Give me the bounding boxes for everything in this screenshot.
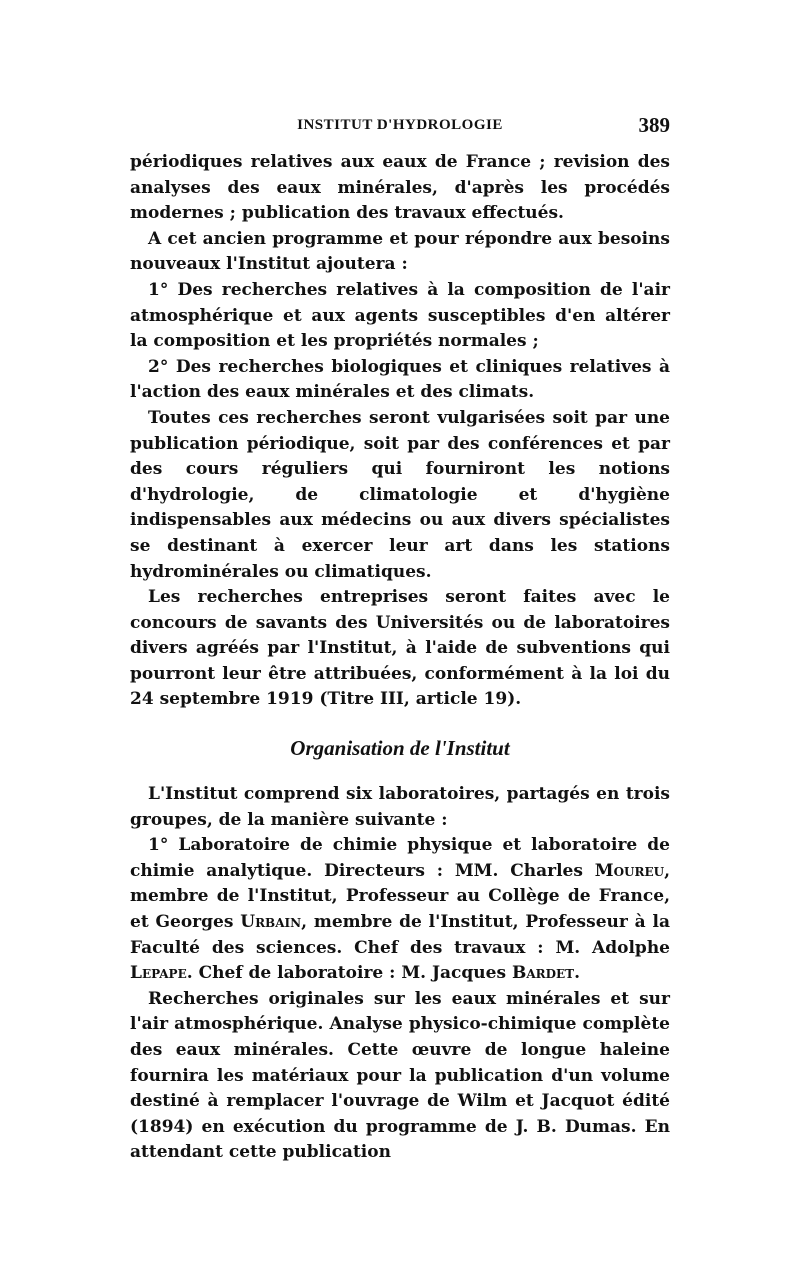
paragraph-item-2: 2° Des recherches biologiques et cliniques relatives à l'action des eaux minérales et des climats.	[130, 356, 670, 403]
page-number: 389	[638, 113, 670, 137]
paragraph: L'Institut comprend six laboratoires, partagés en trois groupes, de la manière suivante :	[130, 784, 670, 830]
person-name: Urbain	[240, 912, 302, 933]
text-run: , membre de l'Institut, Professeur au Collège de France, et Georges	[130, 860, 670, 933]
paragraph-item-1: 1° Des recherches relatives à la composition de l'air atmosphérique et aux agents susceptibles d'en altérer la composition et les propriétés normales ;	[130, 279, 670, 352]
text-run: . Chef de laboratoire : M. Jacques	[186, 963, 507, 984]
running-title: INSTITUT D'HYDROLOGIE	[297, 117, 503, 133]
body-text	[130, 150, 670, 1166]
person-name: Moureu	[594, 860, 665, 881]
section-heading: Organisation de l'Institut	[290, 736, 510, 761]
paragraph: Toutes ces recherches seront vulgarisées soit par une publication périodique, soit par des conférences et par des cours réguliers qui fourniront les notions d'hydrologie, de climatologie et d'hygiène indispensables aux médecins ou aux divers spécialistes se destinant à exercer leur art dans les stations hydrominérales ou climatiques.	[130, 407, 670, 582]
person-name: Bardet	[511, 963, 575, 984]
text-run: , membre de l'Institut, Professeur à la Faculté des sciences. Chef des travaux : M. Adolphe	[130, 912, 670, 958]
text-run: .	[574, 963, 581, 984]
paragraph: A cet ancien programme et pour répondre aux besoins nouveaux l'Institut ajoutera :	[130, 228, 670, 275]
running-head	[130, 113, 670, 143]
paragraph-continued: périodiques relatives aux eaux de France ; revision des analyses des eaux minérales, d'après les procédés modernes ; publication des travaux effectués.	[130, 152, 670, 224]
paragraph: Les recherches entreprises seront faites avec le concours de savants des Universités ou de laboratoires divers agréés par l'Institut, à l'aide de subventions qui pourront leur être attribuées, conformément à la loi du 24 septembre 1919 (Titre III, article 19).	[130, 587, 670, 710]
text-run: 1° Laboratoire de chimie physique et laboratoire de chimie analytique. Directeurs : MM. Charles	[130, 835, 670, 881]
paragraph-laboratories	[130, 833, 670, 987]
paragraph: Recherches originales sur les eaux minérales et sur l'air atmosphérique. Analyse physico-chimique complète des eaux minérales. Cette œuvre de longue haleine fournira les matériaux pour la publication d'un volume destiné à remplacer l'ouvrage de Wilm et Jacquot édité (1894) en exécution du programme de J. B. Dumas. En attendant cette publication	[130, 988, 670, 1163]
person-name: Lepape	[130, 963, 187, 984]
